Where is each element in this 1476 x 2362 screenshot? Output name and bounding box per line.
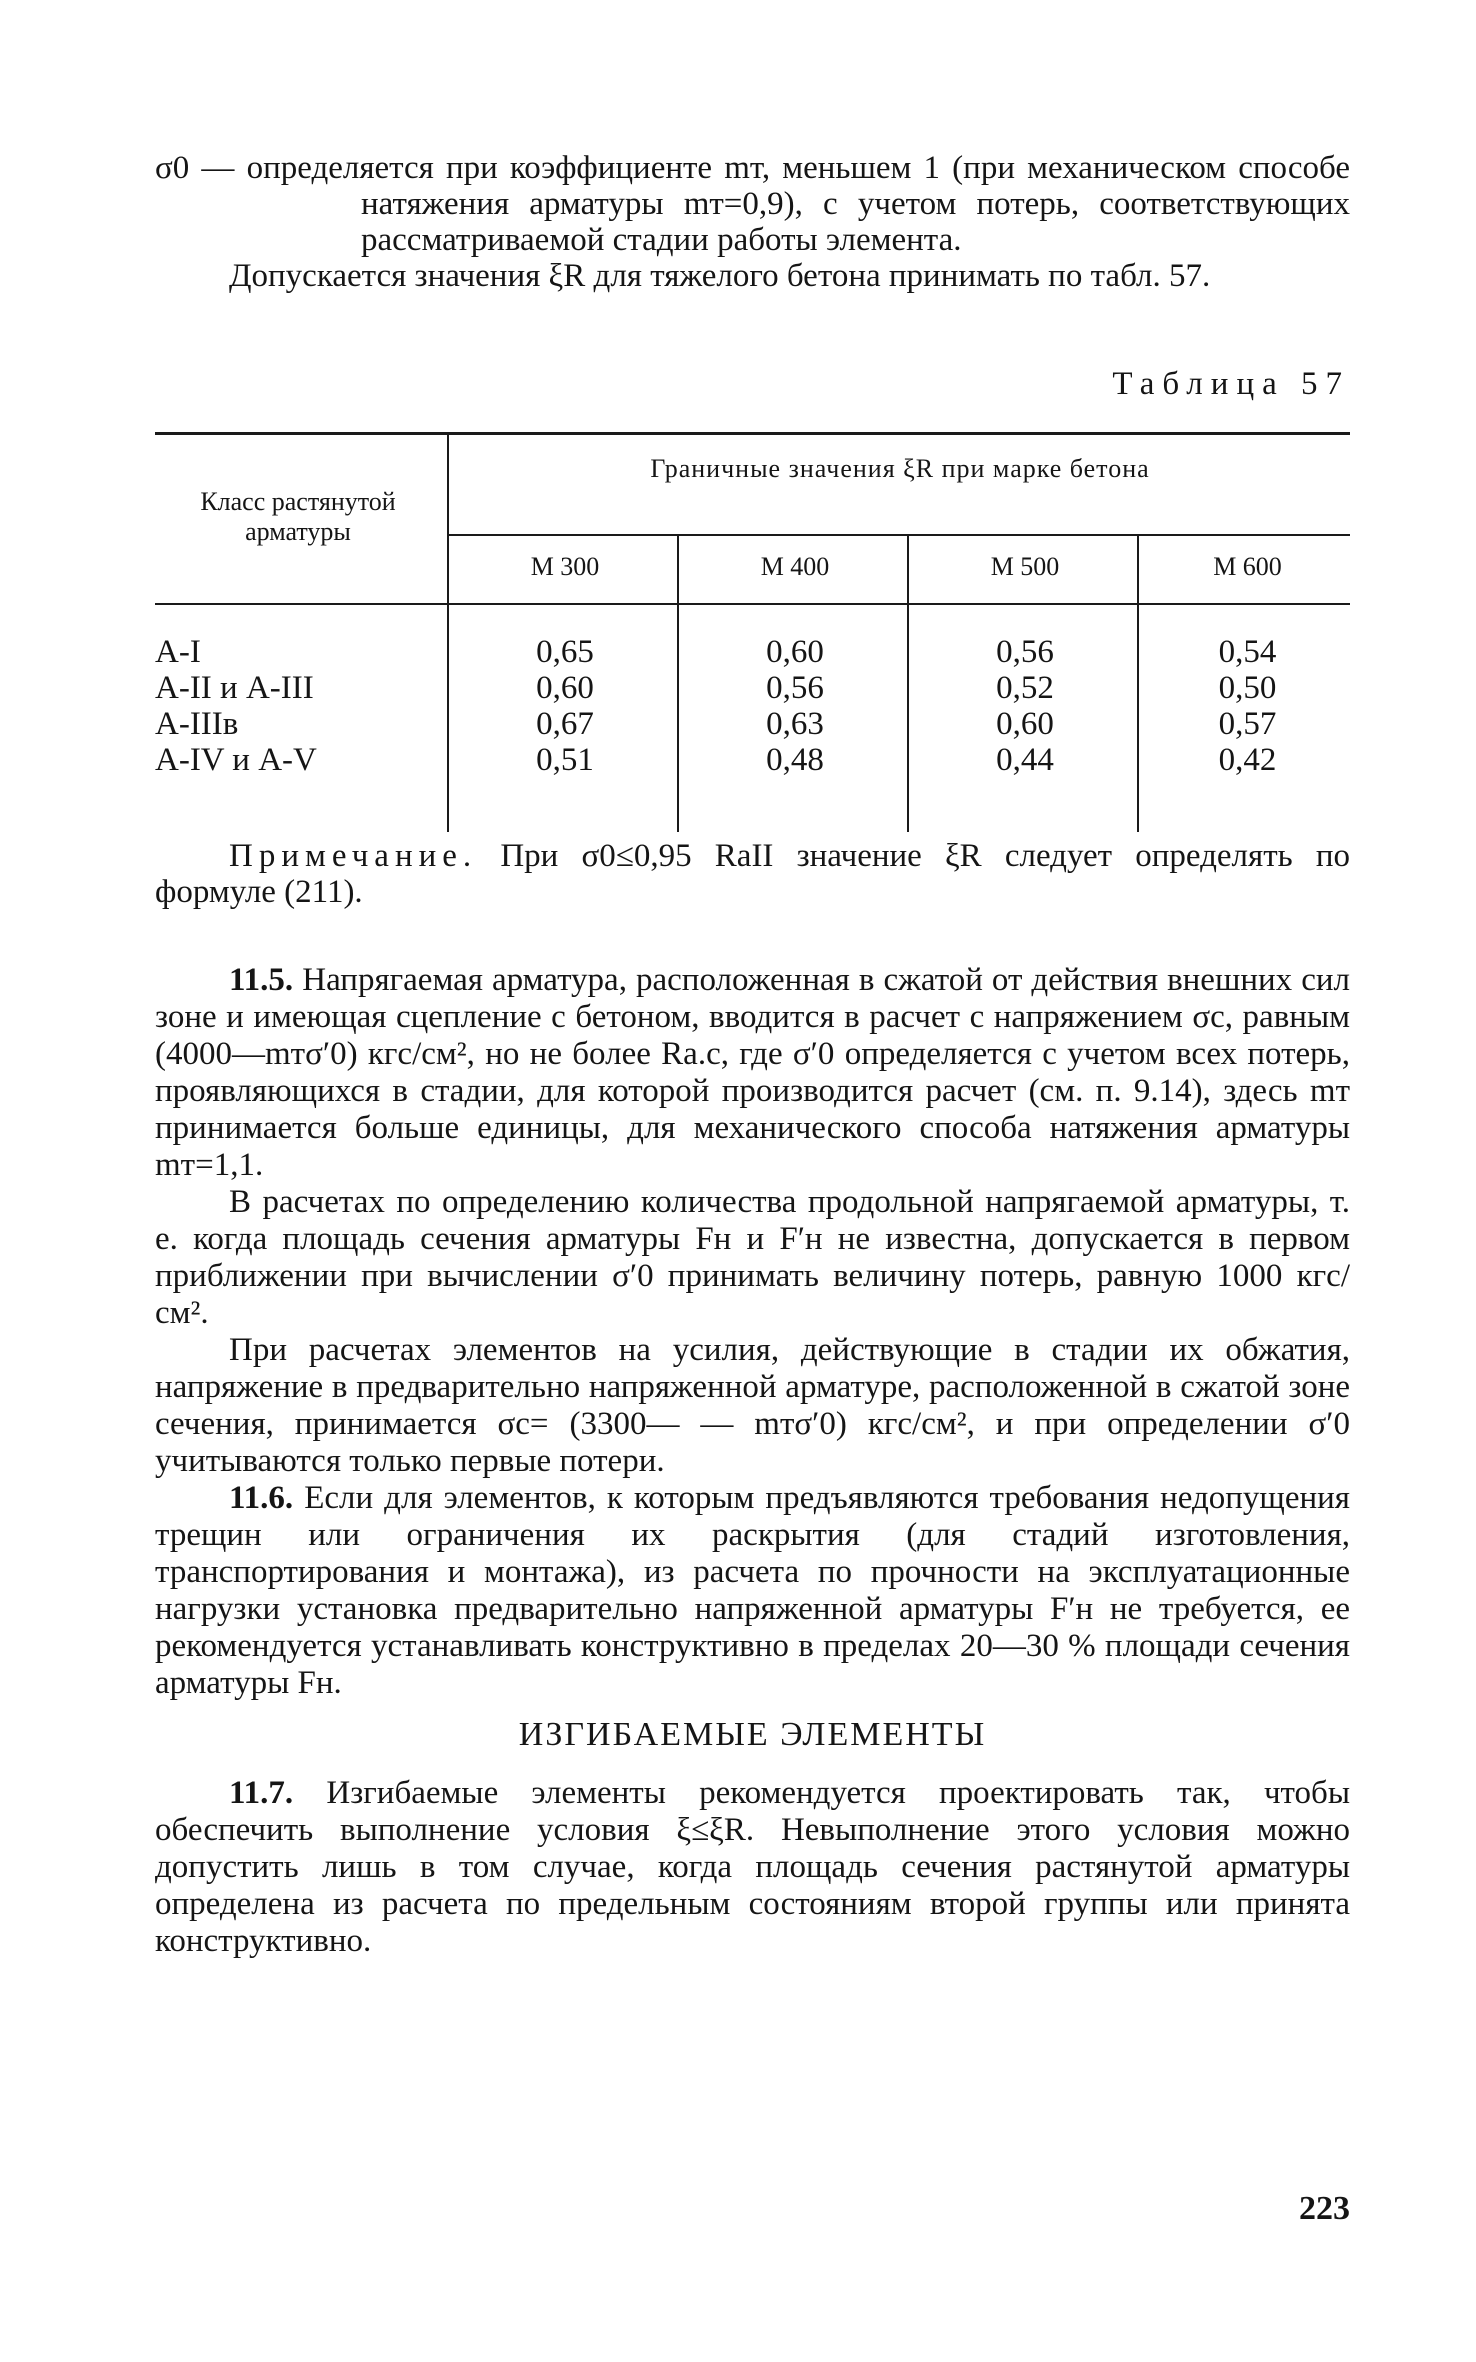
table-col-divider-1 — [677, 534, 679, 832]
table-cell: 0,50 — [1218, 670, 1277, 706]
table-cell: 0,48 — [766, 742, 824, 778]
paragraph-number: 11.7. — [229, 1775, 294, 1811]
table-top-rule — [155, 432, 1350, 435]
paragraph-11-5-c: При расчетах элементов на усилия, действующие в стадии их обжатия, напряжение в предварительно напряженной арматуре, расположенной в сжатой зоне сечения, принимается σс= (3300— — mтσ′0) кгс/см², и при определении σ′0 учитываются только первые потери. — [155, 1332, 1350, 1479]
grade-m500: М 500 — [990, 552, 1060, 581]
table-col-divider-2 — [907, 534, 909, 832]
section-heading: ИЗГИБАЕМЫЕ ЭЛЕМЕНТЫ — [518, 1716, 987, 1753]
table-cell: 0,60 — [536, 670, 594, 706]
table-cell: 0,44 — [996, 742, 1054, 778]
table-cell: 0,51 — [536, 742, 594, 778]
paragraph-text: Напрягаемая арматура, расположенная в сжатой от действия внешних сил зоне и имеющая сцепление с бетоном, вводится в расчет с напряжением σс, равным (4000—mтσ′0) кгс/см², но не более Rа.с, где σ′0 определяется с учетом всех потерь, проявляющихся в стадии, для которой производится расчет (см. п. 9.14), здесь mт принимается больше единицы, для механического способа натяжения арматуры mт=1,1. — [155, 962, 1351, 1183]
paragraph-text: Изгибаемые элементы рекомендуется проектировать так, чтобы обеспечить выполнение условия ξ≤ξR. Невыполнение этого условия можно допустить лишь в том случае, когда площадь сечения растянутой арматуры определена из расчета по предельным состояниям второй группы или принята конструктивно. — [155, 1775, 1350, 1959]
table-col-divider-3 — [1137, 534, 1139, 832]
class-column-header: Класс растянутой арматуры — [200, 487, 396, 546]
table-cell: 0,67 — [536, 706, 594, 742]
table-cell: 0,63 — [766, 706, 824, 742]
m600-values — [1145, 634, 1350, 778]
main-text — [155, 962, 1350, 1960]
row-class: А-I — [155, 634, 201, 670]
paragraph-11-5 — [155, 962, 1350, 1184]
table-class-divider — [447, 432, 449, 832]
row-class: А-IV и А-V — [155, 742, 317, 778]
note-label: Примечание. — [229, 838, 478, 874]
table-body-rule — [155, 603, 1350, 605]
grade-m300: М 300 — [530, 552, 600, 581]
table-header-rule — [449, 534, 1350, 536]
table-cell: 0,60 — [766, 634, 824, 670]
paragraph-11-7 — [155, 1775, 1350, 1960]
paragraph-number: 11.5. — [229, 962, 294, 998]
sigma-definition: σ0 — определяется при коэффициенте mт, меньшем 1 (при механическом способе натяжения арматуры mт=0,9), с учетом потерь, соответствующих рассматриваемой стадии работы элемента. — [155, 150, 1350, 258]
table-cell: 0,54 — [1218, 634, 1277, 670]
allowed-paragraph: Допускается значения ξR для тяжелого бетона принимать по табл. 57. — [229, 258, 1211, 294]
table-cell: 0,42 — [1218, 742, 1277, 778]
class-column — [155, 634, 435, 778]
table-cell: 0,60 — [996, 706, 1054, 742]
grade-m400: М 400 — [760, 552, 830, 581]
table-cell: 0,65 — [536, 634, 594, 670]
table-cell: 0,56 — [996, 634, 1054, 670]
table-cell: 0,52 — [996, 670, 1054, 706]
table-caption: Таблица 57 — [1112, 366, 1350, 402]
row-class: А-II и А-III — [155, 670, 314, 706]
m400-values — [685, 634, 905, 778]
table-cell: 0,57 — [1218, 706, 1277, 742]
m500-values — [915, 634, 1135, 778]
group-header: Граничные значения ξR при марке бетона — [650, 454, 1150, 483]
intro-block — [155, 150, 1350, 294]
page-number: 223 — [1299, 2190, 1350, 2227]
paragraph-11-6 — [155, 1480, 1350, 1702]
grade-m600: М 600 — [1213, 552, 1282, 581]
table-note — [155, 838, 1350, 910]
m300-values — [455, 634, 675, 778]
table-cell: 0,56 — [766, 670, 824, 706]
paragraph-number: 11.6. — [229, 1480, 294, 1516]
table-57 — [155, 432, 1350, 832]
note-text: При σ0≤0,95 RаII значение ξR следует определять по формуле (211). — [155, 838, 1350, 910]
paragraph-11-5-b: В расчетах по определению количества продольной напрягаемой арматуры, т. е. когда площадь сечения арматуры Fн и F′н не известна, допускается в первом приближении при вычислении σ′0 принимать величину потерь, равную 1000 кгс/см². — [155, 1184, 1350, 1331]
paragraph-text: Если для элементов, к которым предъявляются требования недопущения трещин или ограничения их раскрытия (для стадий изготовления, транспортирования и монтажа), из расчета по прочности на эксплуатационные нагрузки установка предварительно напряженной арматуры F′н не требуется, ее рекомендуется устанавливать конструктивно в пределах 20—30 % площади сечения арматуры Fн. — [155, 1480, 1350, 1701]
row-class: А-IIIв — [155, 706, 239, 742]
